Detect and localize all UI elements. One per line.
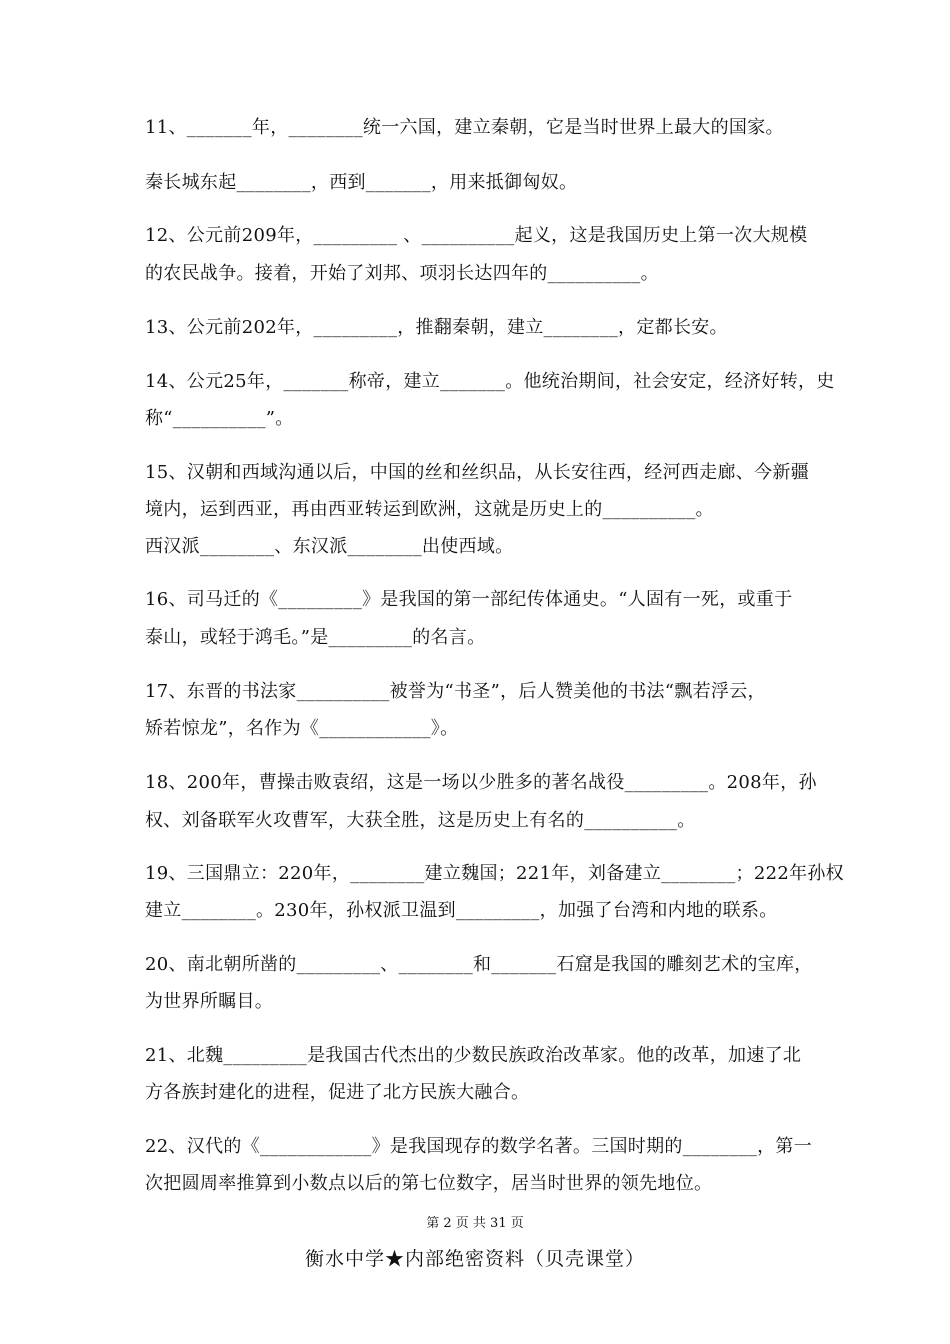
question-17-line-2: 矫若惊龙”，名作为《____________》。 bbox=[145, 718, 459, 739]
question-11-line-2: 秦长城东起________，西到_______，用来抵御匈奴。 bbox=[145, 172, 578, 193]
question-16-line-1: 16、司马迁的《_________》是我国的第一部纪传体通史。“人固有一死，或重于 bbox=[145, 589, 793, 610]
question-19-line-1: 19、三国鼎立：220年，________建立魏国；221年，刘备建立________；222年孙权 bbox=[145, 863, 844, 884]
question-18-line-1: 18、200年，曹操击败袁绍，这是一场以少胜多的著名战役_________。208年，孙 bbox=[145, 772, 817, 793]
question-19-line-2: 建立________。230年，孙权派卫温到_________，加强了台湾和内地的联系。 bbox=[145, 900, 778, 921]
question-15-line-1: 15、汉朝和西域沟通以后，中国的丝和丝织品，从长安往西，经河西走廊、今新疆 bbox=[145, 462, 810, 483]
question-14-line-1: 14、公元25年，_______称帝，建立_______。他统治期间，社会安定，经济好转，史 bbox=[145, 371, 835, 392]
question-12-line-1: 12、公元前209年，_________ 、__________起义，这是我国历史上第一次大规模 bbox=[145, 225, 808, 246]
footer-banner: 衡水中学★内部绝密资料（贝壳课堂） bbox=[304, 1248, 645, 1270]
question-18-line-2: 权、刘备联军火攻曹军，大获全胜，这是历史上有名的__________。 bbox=[145, 810, 696, 831]
question-17-line-1: 17、东晋的书法家__________被誉为“书圣”，后人赞美他的书法“飘若浮云， bbox=[145, 681, 766, 702]
question-21-line-1: 21、北魏_________是我国古代杰出的少数民族政治改革家。他的改革，加速了北 bbox=[145, 1045, 802, 1066]
question-13-line-1: 13、公元前202年，_________，推翻秦朝，建立________，定都长安。 bbox=[145, 317, 728, 338]
question-11-line-1: 11、_______年，________统一六国，建立秦朝，它是当时世界上最大的国家。 bbox=[145, 117, 784, 138]
question-15-line-3: 西汉派________、东汉派________出使西域。 bbox=[145, 536, 514, 557]
question-22-line-1: 22、汉代的《____________》是我国现存的数学名著。三国时期的________，第一 bbox=[145, 1136, 813, 1157]
question-16-line-2: 泰山，或轻于鸿毛。”是_________的名言。 bbox=[145, 627, 486, 648]
question-14-line-2: 称“__________”。 bbox=[145, 408, 294, 429]
question-20-line-2: 为世界所瞩目。 bbox=[145, 991, 274, 1012]
question-21-line-2: 方各族封建化的进程，促进了北方民族大融合。 bbox=[145, 1082, 530, 1103]
question-20-line-1: 20、南北朝所凿的_________、________和_______石窟是我国的雕刻艺术的宝库， bbox=[145, 954, 813, 975]
question-12-line-2: 的农民战争。接着，开始了刘邦、项羽长达四年的__________。 bbox=[145, 263, 659, 284]
question-22-line-2: 次把圆周率推算到小数点以后的第七位数字，居当时世界的领先地位。 bbox=[145, 1173, 713, 1194]
question-15-line-2: 境内，运到西亚，再由西亚转运到欧洲，这就是历史上的__________。 bbox=[145, 499, 714, 520]
page-number: 第 2 页 共 31 页 bbox=[426, 1216, 524, 1231]
